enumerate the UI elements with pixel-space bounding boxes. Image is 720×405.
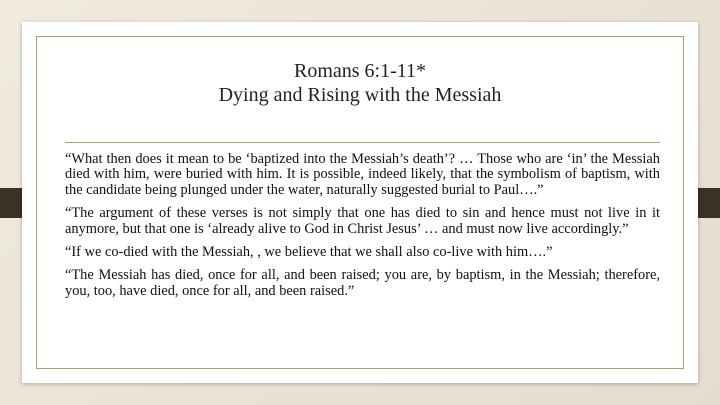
slide-card [22, 22, 698, 383]
quote-paragraph-2: “The argument of these verses is not simply that one has died to sin and hence must not live in it anymore, but that one is ‘already alive to God in Christ Jesus’ … and must now live accordingly.” [65, 205, 660, 237]
right-edge-tab [698, 188, 720, 218]
title-divider [65, 142, 660, 143]
quote-paragraph-1: “What then does it mean to be ‘baptized into the Messiah’s death’? … Those who are ‘in’ the Messiah died with him, were buried with him. It is possible, indeed likely, that the symbolism of baptism, with the candidate being plunged under the water, naturally suggested burial to Paul….” [65, 151, 660, 198]
slide-body [65, 152, 660, 307]
title-line-2: Dying and Rising with the Messiah [218, 84, 502, 106]
title-line-1: Romans 6:1-11* [293, 60, 427, 82]
quote-paragraph-4: “The Messiah has died, once for all, and been raised; you are, by baptism, in the Messiah; therefore, you, too, have died, once for all, and been raised.” [65, 267, 660, 299]
left-edge-tab [0, 188, 22, 218]
quote-paragraph-3: “If we co-died with the Messiah, , we believe that we shall also co-live with him….” [65, 244, 553, 261]
slide-title [22, 59, 698, 107]
